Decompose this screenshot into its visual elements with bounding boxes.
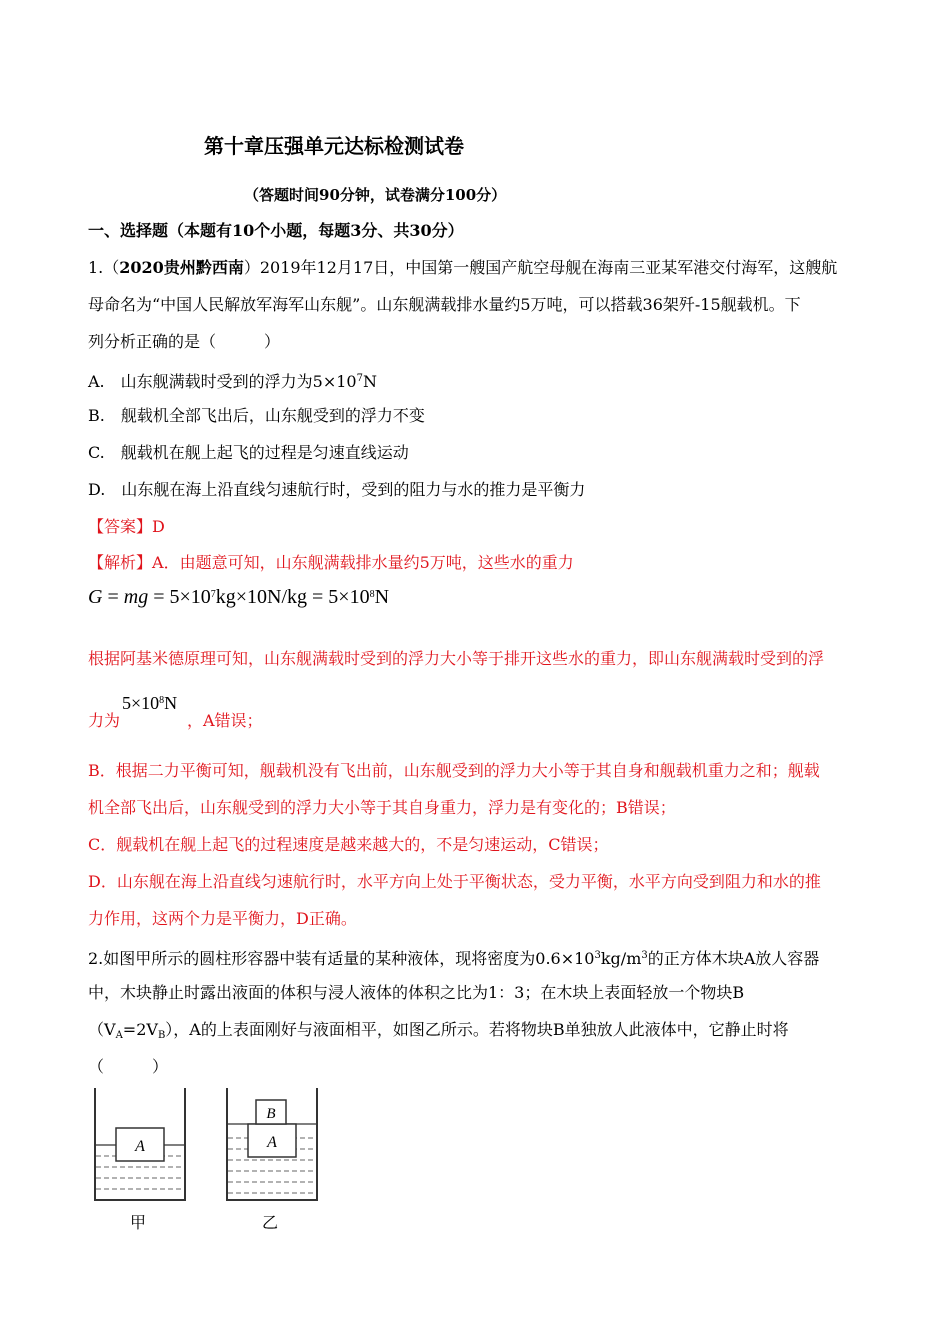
analysis-line-3-post: ，A错误； <box>187 711 263 730</box>
q1-option-c: C. 舰载机在舰上起飞的过程是匀速直线运动 <box>88 443 409 462</box>
answer-value: D <box>152 517 165 536</box>
q1-option-a: A. 山东舰满载时受到的浮力为$5\times 10^7N$ <box>88 372 377 391</box>
analysis-line-2: 根据阿基米德原理可知，山东舰满载时受到的浮力大小等于排开这些水的重力，即山东舰满载时受到的浮 <box>88 649 825 668</box>
figure-caption-jia: 甲 <box>130 1213 147 1232</box>
q1-line-3: 列分析正确的是（ ） <box>88 332 281 351</box>
analysis-b-line-2: 机全部飞出后，山东舰受到的浮力大小等于其自身重力，浮力是有变化的；B错误； <box>88 798 676 817</box>
q2-line-1: 2.如图甲所示的圆柱形容器中装有适量的某种液体，现将密度为$0.6\times 10^3kg/m^3$的正方体木块A放人容器 <box>88 949 820 968</box>
q1-text: ）2019年12月17日，中国第一艘国产航空母舰在海南三亚某军港交付海军，这艘航 <box>243 258 838 277</box>
analysis-line-1: 【解析】A．由题意可知，山东舰满载排水量约5万吨，这些水的重力 <box>88 553 574 572</box>
analysis-d-line-2: 力作用，这两个力是平衡力，D正确。 <box>88 909 357 928</box>
gravity-formula: G = mg = $5\times 10^7kg\times 10N/kg = 5\times 10^8N$ <box>88 586 390 608</box>
block-b-label: B <box>266 1106 276 1122</box>
q1-source: 2020贵州黔西南 <box>119 258 244 277</box>
answer-label: 【答案】 <box>88 517 153 536</box>
page-title: 第十章压强单元达标检测试卷 <box>204 134 464 158</box>
exam-subtitle: （答题时间90分钟，试卷满分100分） <box>244 186 507 204</box>
q1-line-2: 母命名为“中国人民解放军海军山东舰”。山东舰满载排水量约5万吨，可以搭载36架歼-15舰载机。下 <box>88 295 801 314</box>
q1-line-1 <box>88 257 837 279</box>
buoyancy-value-formula: $5\times 10^8N$ <box>122 693 178 713</box>
container-yi-figure <box>222 1085 322 1205</box>
q1-number: 1.（ <box>88 258 120 277</box>
answer-line <box>88 516 165 538</box>
q2-line-2: 中，木块静止时露出液面的体积与浸人液体的体积之比为1：3；在木块上表面轻放一个物块B <box>88 983 745 1002</box>
q1-option-d: D. 山东舰在海上沿直线匀速航行时，受到的阻力与水的推力是平衡力 <box>88 480 586 499</box>
container-jia-figure <box>90 1085 190 1205</box>
block-a-label: A <box>267 1134 277 1151</box>
figure-caption-yi: 乙 <box>262 1213 279 1232</box>
q2-line-3: $(V_A=2V_B)$，A的上表面刚好与液面相平，如图乙所示。若将物块B单独放人此液体中，它静止时将 <box>88 1020 789 1041</box>
analysis-b-line-1: B．根据二力平衡可知，舰载机没有飞出前，山东舰受到的浮力大小等于其自身和舰载机重力之和；舰载 <box>88 761 820 780</box>
analysis-line-3-pre: 力为 <box>88 711 121 730</box>
q1-option-b: B. 舰载机全部飞出后，山东舰受到的浮力不变 <box>88 406 425 425</box>
analysis-c: C．舰载机在舰上起飞的过程速度是越来越大的，不是匀速运动，C错误； <box>88 835 609 854</box>
analysis-label: 【解析】 <box>88 553 153 572</box>
q2-line-4: （ ） <box>88 1057 169 1076</box>
block-a-label: A <box>135 1138 145 1155</box>
analysis-d-line-1: D．山东舰在海上沿直线匀速航行时，水平方向上处于平衡状态，受力平衡，水平方向受到阻力和水的推 <box>88 872 821 891</box>
section-heading: 一、选择题（本题有10个小题，每题3分、共30分） <box>88 221 464 240</box>
